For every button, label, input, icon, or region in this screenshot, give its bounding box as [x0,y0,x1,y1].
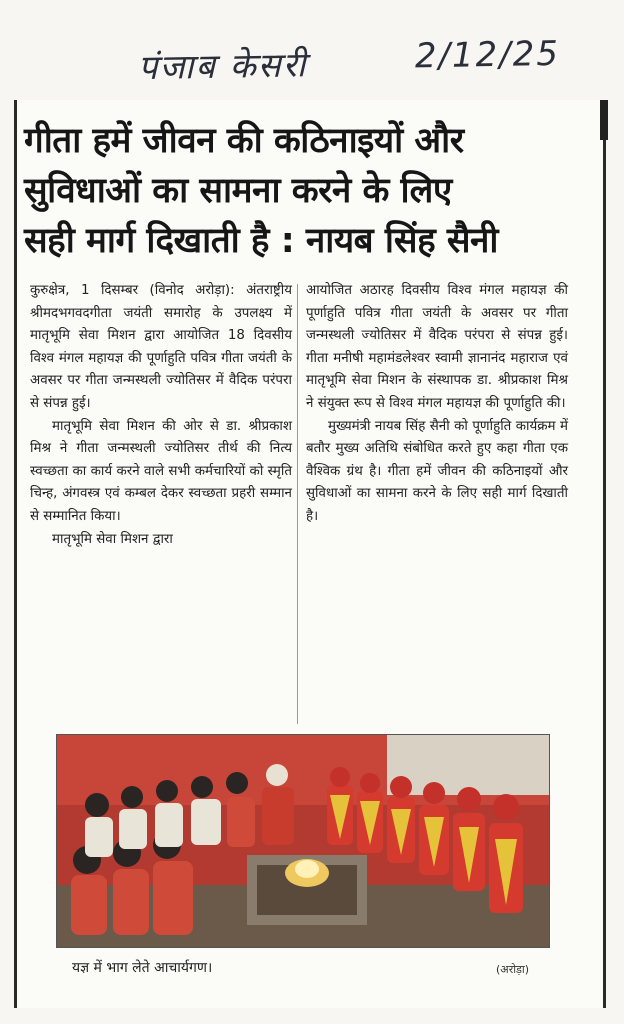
article-paragraph: मुख्यमंत्री नायब सिंह सैनी को पूर्णाहुति कार्यक्रम में बतौर मुख्य अतिथि संबोधित करते हुए कहा गीता एक वैश्विक ग्रंथ है। गीता हमें जीवन की कठिनाइयों और सुविधाओं का सामना करने के लिए सही मार्ग दिखाती है। [306,418,568,524]
article-paragraph: मातृभूमि सेवा मिशन की ओर से डा. श्रीप्रकाश मिश्र ने गीता जन्मस्थली ज्योतिसर तीर्थ की नित्य स्वच्छता का कार्य करने वाले सभी कर्मचारियों को स्मृति चिन्ह, अंगवस्त्र एवं कम्बल देकर स्वच्छता प्रहरी सम्मान से सम्मानित किया। [30,418,292,524]
article-paragraph: कुरुक्षेत्र, 1 दिसम्बर (विनोद अरोड़ा): अंतराष्ट्रीय श्रीमदभगवदगीता जयंती समारोह के उपलक्ष्य में मातृभूमि सेवा मिशन द्वारा आयोजित 18 दिवसीय विश्व मंगल महायज्ञ की पूर्णाहुति पवित्र गीता जयंती के अवसर पर गीता जन्मस्थली ज्योतिसर में वैदिक परंपरा से संपन्न हुई। [30,283,292,411]
handwritten-date: 2/12/25 [414,33,561,77]
yajna-photo-illustration [57,735,549,947]
headline-line-1: गीता हमें जीवन की कठिनाइयों और [24,121,464,161]
article-column-left [30,280,292,551]
article-paragraph: आयोजित अठारह दिवसीय विश्व मंगल महायज्ञ की पूर्णाहुति पवित्र गीता जयंती के अवसर पर गीता जन्मस्थली ज्योतिसर में वैदिक परंपरा से संपन्न हुई। गीता मनीषी महामंडलेश्वर स्वामी ज्ञानानंद महाराज एवं मातृभूमि सेवा मिशन के संस्थापक डा. श्रीप्रकाश मिश्र ने संयुक्त रूप से विश्व मंगल महायज्ञ की पूर्णाहुति की। [306,283,568,411]
article-paragraph: मातृभूमि सेवा मिशन द्वारा [52,531,173,547]
photo-credit: (अरोड़ा) [496,963,530,976]
yajna-photo [56,734,550,948]
clipping-edge-mark [600,100,608,140]
headline-line-3: सही मार्ग दिखाती है : नायब सिंह सैनी [24,221,498,261]
article-column-right [306,280,568,529]
headline-line-2: सुविधाओं का सामना करने के लिए [24,171,452,211]
column-divider [297,284,298,724]
handwritten-note [60,29,581,98]
headline [24,116,594,266]
handwritten-paper-name: पंजाब केसरी [137,45,308,89]
photo-caption: यज्ञ में भाग लेते आचार्यगण। [72,960,213,976]
